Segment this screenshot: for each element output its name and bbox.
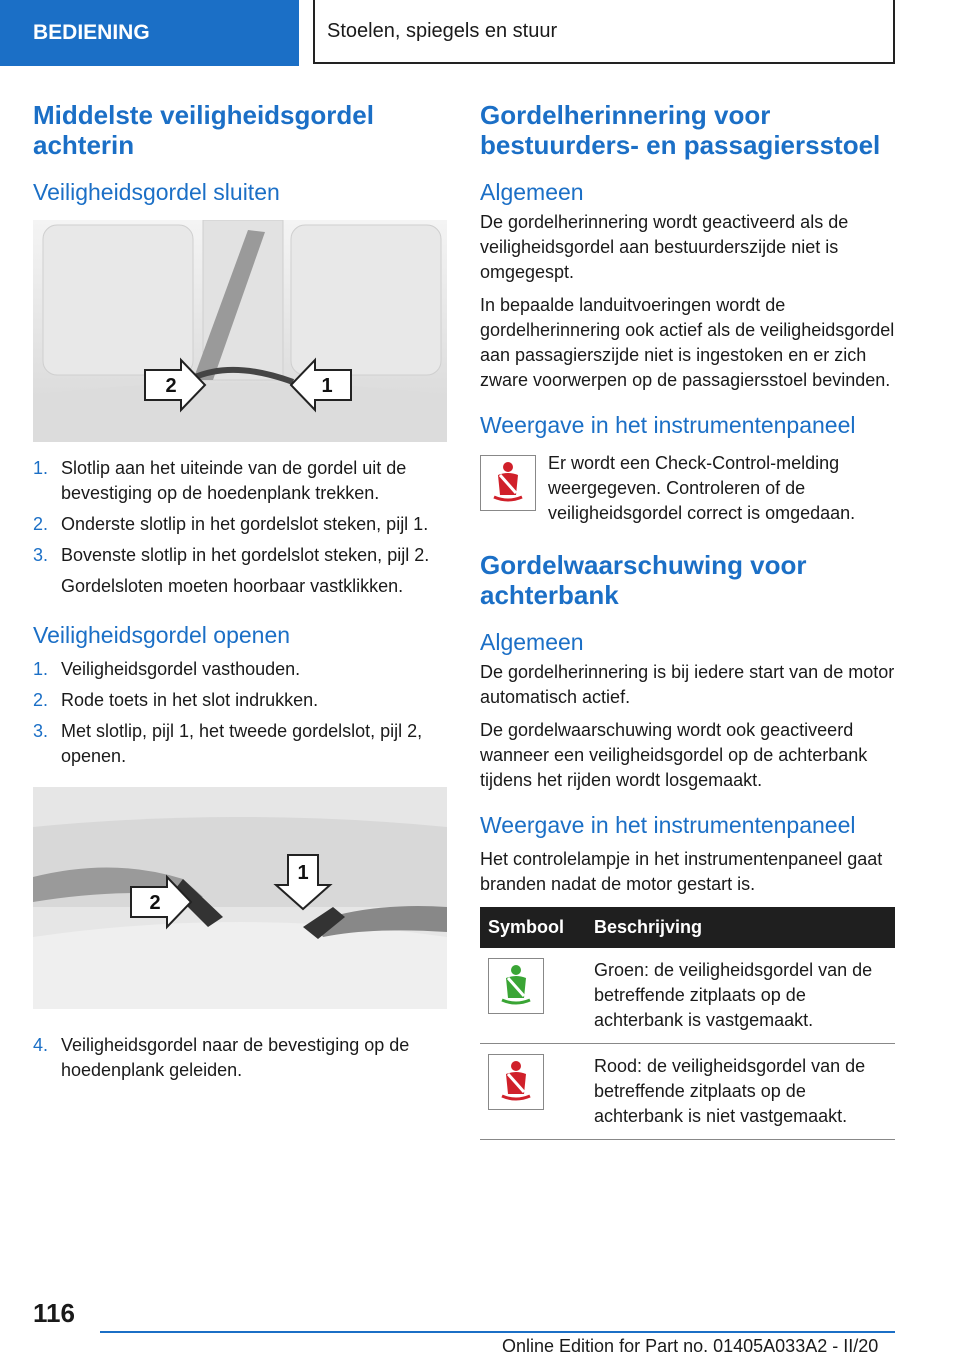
header-chapter: Stoelen, spiegels en stuur bbox=[313, 0, 895, 64]
step-text: Veiligheidsgordel vasthouden. bbox=[61, 659, 301, 679]
step-text: Veiligheidsgordel naar de bevestiging op de hoedenplank geleiden. bbox=[61, 1035, 410, 1080]
table-cell-symbol bbox=[480, 1044, 586, 1140]
fig1-arrow-label-right: 1 bbox=[321, 375, 333, 397]
list-item bbox=[33, 688, 447, 713]
list-item bbox=[33, 1033, 447, 1083]
page-number: 116 bbox=[33, 1298, 75, 1328]
paragraph-rear-start: De gordelherinnering is bij iedere start van de motor automatisch actief. bbox=[480, 662, 895, 707]
subtitle-general-1: Algemeen bbox=[480, 179, 584, 205]
right-column bbox=[480, 100, 895, 1140]
step-text: Rode toets in het slot indrukken. bbox=[61, 690, 319, 710]
paragraph-reminder-passenger: In bepaalde landuitvoeringen wordt de gordelherinnering ook actief als de veiligheidsgordel aan passagierszijde niet is ingestoken en er zich zware voorwerpen op de passagiersstoel bevinden. bbox=[480, 295, 895, 390]
subtitle-close-belt: Veiligheidsgordel sluiten bbox=[33, 179, 280, 205]
footer-edition: Online Edition for Part no. 01405A033A2 - II/20 bbox=[502, 1336, 879, 1356]
seatbelt-fastened-icon bbox=[488, 958, 544, 1014]
fig2-arrow-label-left: 2 bbox=[149, 892, 161, 914]
title-rear-center-belt: Middelste veiligheidsgordel achterin bbox=[33, 100, 374, 160]
list-item bbox=[33, 657, 447, 682]
step-number: 2. bbox=[33, 690, 49, 710]
step-number: 4. bbox=[33, 1035, 49, 1055]
table-row bbox=[480, 1044, 895, 1140]
fig2-arrow-label-top: 1 bbox=[297, 862, 309, 884]
subtitle-display-2: Weergave in het instrumentenpaneel bbox=[480, 812, 856, 838]
paragraph-indicator-light: Het controlelampje in het instrumentenpaneel gaat branden nadat de motor gestart is. bbox=[480, 849, 883, 894]
table-row bbox=[480, 948, 895, 1044]
title-belt-reminder: Gordelherinnering voor bestuurders- en passagiersstoel bbox=[480, 100, 881, 160]
list-item bbox=[33, 456, 447, 506]
check-control-row bbox=[480, 451, 895, 526]
list-item bbox=[33, 719, 447, 769]
subtitle-general-2: Algemeen bbox=[480, 629, 584, 655]
step-number: 1. bbox=[33, 659, 49, 679]
list-item bbox=[33, 543, 447, 568]
seatbelt-warning-icon bbox=[480, 455, 536, 511]
step-number: 2. bbox=[33, 514, 49, 534]
table-header-description: Beschrijving bbox=[586, 907, 895, 948]
step-text: Onderste slotlip in het gordelslot steken, pijl 1. bbox=[61, 514, 429, 534]
footer-divider bbox=[100, 1331, 895, 1333]
table-cell-symbol bbox=[480, 948, 586, 1044]
figure-belt-open-drawing bbox=[33, 787, 447, 1009]
steps-guide-belt bbox=[33, 1033, 447, 1083]
fig1-arrow-label-left: 2 bbox=[165, 375, 177, 397]
paragraph-check-control: Er wordt een Check-Control-melding weergegeven. Controleren of de veiligheidsgordel correct is omgedaan. bbox=[548, 453, 856, 523]
steps-open-belt bbox=[33, 657, 447, 769]
table-cell-description: Groen: de veiligheidsgordel van de betreffende zitplaats op de achterbank is vastgemaakt. bbox=[586, 948, 895, 1044]
figure-belt-close bbox=[33, 220, 447, 442]
subtitle-open-belt: Veiligheidsgordel openen bbox=[33, 622, 291, 648]
subtitle-display-1: Weergave in het instrumentenpaneel bbox=[480, 412, 856, 438]
title-rear-warning: Gordelwaarschuwing voor achterbank bbox=[480, 550, 807, 610]
header-section: BEDIENING bbox=[0, 0, 299, 66]
table-header-row bbox=[480, 907, 895, 948]
note-click: Gordelsloten moeten hoorbaar vastklikken. bbox=[61, 576, 404, 596]
seatbelt-warning-icon bbox=[488, 1054, 544, 1110]
figure-belt-close-drawing bbox=[33, 220, 447, 442]
list-item bbox=[33, 512, 447, 537]
figure-belt-open bbox=[33, 787, 447, 1009]
step-text: Met slotlip, pijl 1, het tweede gordelslot, pijl 2, openen. bbox=[61, 721, 423, 766]
table-cell-description: Rood: de veiligheidsgordel van de betreffende zitplaats op de achterbank is niet vastgemaakt. bbox=[586, 1044, 895, 1140]
step-number: 3. bbox=[33, 545, 49, 565]
symbol-table bbox=[480, 907, 895, 1140]
paragraph-reminder-driver: De gordelherinnering wordt geactiveerd als de veiligheidsgordel aan bestuurderszijde niet is omgegespt. bbox=[480, 212, 849, 282]
step-number: 1. bbox=[33, 458, 49, 478]
steps-close-belt bbox=[33, 456, 447, 568]
step-text: Slotlip aan het uiteinde van de gordel uit de bevestiging op de hoedenplank trekken. bbox=[61, 458, 407, 503]
paragraph-rear-unfasten: De gordelwaarschuwing wordt ook geactiveerd wanneer een veiligheidsgordel op de achterbank tijdens het rijden wordt losgemaakt. bbox=[480, 720, 868, 790]
table-header-symbol: Symbool bbox=[480, 907, 586, 948]
step-number: 3. bbox=[33, 721, 49, 741]
left-column bbox=[33, 100, 447, 1097]
step-text: Bovenste slotlip in het gordelslot steken, pijl 2. bbox=[61, 545, 430, 565]
